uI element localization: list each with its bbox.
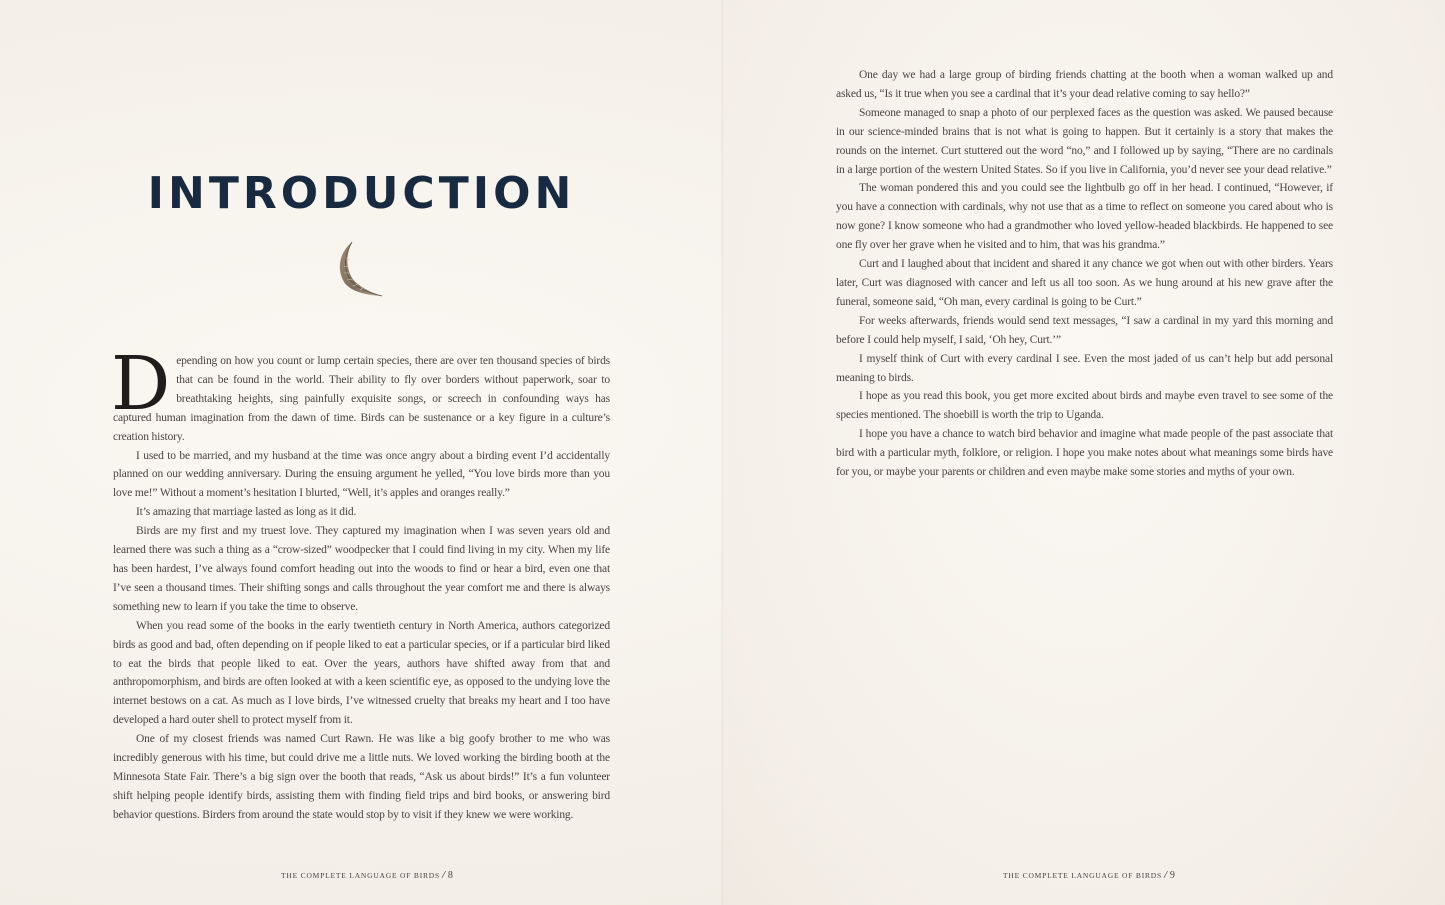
paragraph: Someone managed to snap a photo of our perplexed faces as the question was asked. We paused because in our science-minded brains that is not what is going to happen. But it certainly is a story that makes the rounds on the internet. Curt stuttered out the word “no,” and I followed up by saying, “There are no cardinals in a large portion of the western United States. So if you live in California, you’d never see your dead relative.” [836, 106, 1333, 176]
paragraph [111, 341, 610, 447]
right-footer [1003, 869, 1176, 881]
paragraph: When you read some of the books in the early twentieth century in North America, authors categorized birds as good and bad, often depending on if people liked to eat a particular species, or if a particular bird liked to eat the birds that people liked to eat. Over the years, authors have shifted away from that and anthropomorphism, and birds are often looked at with a keen scientific eye, as opposed to the undying love the internet bestows on a cat. As much as I love birds, I’ve witnessed cruelty that breaks my heart and I too have developed a hard outer shell to protect myself from it. [113, 619, 610, 727]
paragraph: I myself think of Curt with every cardinal I see. Even the most jaded of us can’t help but add personal meaning to birds. [836, 352, 1333, 384]
right-body-text [836, 66, 1333, 482]
left-footer [281, 869, 454, 881]
folio-separator: / [1164, 869, 1168, 881]
paragraph: I hope as you read this book, you get more excited about birds and maybe even travel to see some of the species mentioned. The shoebill is worth the trip to Uganda. [836, 390, 1333, 422]
folio-separator: / [442, 869, 446, 881]
left-body-text [111, 341, 610, 825]
running-title: THE COMPLETE LANGUAGE OF BIRDS [1003, 871, 1162, 880]
feather-icon [334, 238, 386, 300]
page-number: 9 [1169, 870, 1176, 881]
running-title: THE COMPLETE LANGUAGE OF BIRDS [281, 871, 440, 880]
paragraph: It’s amazing that marriage lasted as long as it did. [136, 506, 357, 519]
drop-cap: D [111, 341, 171, 427]
left-page [0, 0, 722, 905]
page-number: 8 [447, 870, 454, 881]
paragraph: For weeks afterwards, friends would send text messages, “I saw a cardinal in my yard this morning and before I could help myself, I said, ‘Oh hey, Curt.’” [836, 314, 1333, 346]
paragraph: One of my closest friends was named Curt Rawn. He was like a big goofy brother to me who was incredibly generous with his time, but could drive me a little nuts. We loved working the birding booth at the Minnesota State Fair. There’s a big sign over the booth that reads, “Ask us about birds!” It’s a fun volunteer shift helping people identify birds, assisting them with finding field trips and bird books, or answering bird behavior questions. Birders from around the state would stop by to visit if they knew we were working. [113, 733, 610, 821]
paragraph: One day we had a large group of birding friends chatting at the booth when a woman walked up and asked us, “Is it true when you see a cardinal that it’s your dead relative coming to say hello?” [836, 69, 1333, 100]
paragraph-text: epending on how you count or lump certain species, there are over ten thousand species of birds that can be found in the world. Their ability to fly over borders without paperwork, soar to breathtaking heights, sing painfully exquisite songs, or screech in confounding ways has captured human imagination from the dawn of time. Birds can be sustenance or a key figure in a culture’s creation history. [113, 355, 610, 443]
chapter-title: INTRODUCTION [147, 168, 576, 219]
paragraph: I hope you have a chance to watch bird behavior and imagine what made people of the past associate that bird with a particular myth, folklore, or religion. I hope you make notes about what meanings some birds have for you, or maybe your parents or children and even maybe make some stories and myths of your own. [836, 428, 1333, 479]
paragraph: Curt and I laughed about that incident and shared it any chance we got when out with other birders. Years later, Curt was diagnosed with cancer and left us all too soon. As we hung around at his new grave after the funeral, someone said, “Oh man, every cardinal is going to be Curt.” [836, 258, 1333, 308]
paragraph: I used to be married, and my husband at the time was once angry about a birding event I’d accidentally planned on our wedding anniversary. During the ensuing argument he yelled, “You love birds more than you love me!” Without a moment’s hesitation I blurted, “Well, it’s apples and oranges really.” [113, 449, 610, 500]
paragraph: The woman pondered this and you could see the lightbulb go off in her head. I continued, “However, if you have a connection with cardinals, why not use that as a time to reflect on someone you cared about who is now gone? I know someone who had a grandmother who loved yellow-headed blackbirds. He happened to see one fly over her grave when he visited and to him, that was his grandma.” [836, 182, 1333, 252]
paragraph: Birds are my first and my truest love. They captured my imagination when I was seven years old and learned there was such a thing as a “crow-sized” woodpecker that I could find living in my city. When my life has been hardest, I’ve always found comfort heading out into the woods to find or hear a bird, even one that I’ve seen a thousand times. Their shifting songs and calls throughout the year comfort me and there is always something new to learn if you take the time to observe. [113, 525, 610, 613]
